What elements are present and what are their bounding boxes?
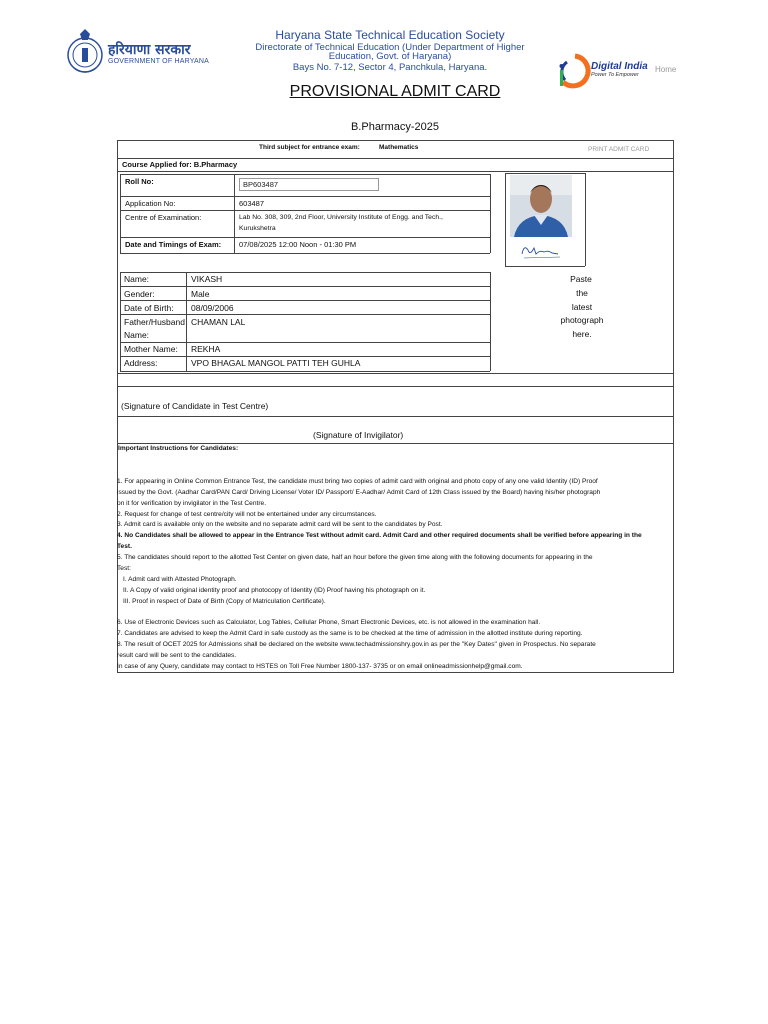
instruction-item: III. Proof in respect of Date of Birth (Copy of Matriculation Certificate).	[123, 598, 326, 605]
application-label: Application No:	[125, 199, 176, 208]
paste-photo-line3: latest	[571, 302, 593, 312]
roll-label: Roll No:	[125, 177, 154, 186]
paste-photo-line5: here.	[572, 329, 592, 339]
photo-box-border	[505, 266, 585, 267]
mother-label: Mother Name:	[124, 344, 178, 354]
page-title: PROVISIONAL ADMIT CARD	[289, 83, 501, 100]
mother-value: REKHA	[191, 344, 221, 354]
candidate-signature-label: (Signature of Candidate in Test Centre)	[121, 401, 269, 411]
table-border	[120, 174, 490, 175]
instruction-item: 8. The result of OCET 2025 for Admissions shall be declared on the website www.techadmissionshry.gov.in as per the "Key Dates" given in Prospectus. No separate	[117, 641, 596, 648]
table-border	[490, 174, 491, 253]
instruction-item: 3. Admit card is available only on the website and no separate admit card will be sent to the candidates by Post.	[117, 521, 443, 528]
centre-label: Centre of Examination:	[125, 213, 202, 222]
table-border	[490, 272, 491, 371]
father-label-line2: Name:	[124, 330, 150, 340]
table-border	[120, 253, 490, 254]
divider	[117, 443, 674, 444]
divider	[117, 171, 674, 172]
table-border	[120, 371, 490, 372]
exam-name: B.Pharmacy-2025	[350, 121, 440, 133]
name-value: VIKASH	[191, 274, 223, 284]
dob-value: 08/09/2006	[191, 303, 234, 313]
dob-label: Date of Birth:	[124, 303, 174, 313]
table-border	[234, 174, 235, 253]
application-value: 603487	[239, 199, 265, 208]
table-border	[120, 174, 121, 253]
table-border	[120, 272, 121, 371]
paste-photo-line1: Paste	[570, 274, 592, 284]
candidate-photo	[510, 175, 572, 237]
invigilator-signature-label: (Signature of Invigilator)	[313, 430, 404, 440]
address-value: VPO BHAGAL MANGOL PATTI TEH GUHLA	[191, 358, 361, 368]
instruction-item: on it for verification by invigilator in the Test Centre.	[117, 500, 267, 507]
table-border	[120, 314, 490, 315]
digital-india-logo-icon	[557, 52, 593, 92]
instructions-heading: Important Instructions for Candidates:	[118, 445, 239, 452]
divider	[117, 416, 674, 417]
instruction-item: 7. Candidates are advised to keep the Admit Card in safe custody as the same is to be checked at the time of admission in the allotted institute during reporting.	[117, 630, 583, 637]
instruction-item: II. A Copy of valid original identity proof and photocopy of Identity (ID) Proof having his photograph on it.	[123, 587, 426, 594]
gender-label: Gender:	[124, 289, 155, 299]
instruction-item: 4. No Candidates shall be allowed to appear in the Entrance Test without admit card. Admit Card and other required documents shall be verified before appearing in the	[117, 532, 642, 539]
address-label: Address:	[124, 358, 158, 368]
third-subject-label: Third subject for entrance exam:	[259, 144, 360, 151]
table-border	[120, 237, 490, 238]
roll-number-field: BP603487	[239, 178, 379, 191]
instruction-item: 5. The candidates should report to the allotted Test Center on given date, half an hour before the given time along with the following documents for appearing in the	[117, 554, 593, 561]
paste-photo-line2: the	[576, 288, 588, 298]
table-border	[120, 272, 490, 273]
datetime-value: 07/08/2025 12:00 Noon - 01:30 PM	[239, 240, 357, 249]
photo-box-border	[585, 173, 586, 266]
table-border	[120, 356, 490, 357]
photo-box-border	[505, 173, 585, 174]
instruction-item: 2. Request for change of test centre/city will not be entertained under any circumstances.	[117, 511, 377, 518]
directorate-name: Directorate of Technical Education (Under Department of Higher Education, Govt. of Haryana)	[255, 42, 525, 62]
govt-english-label: GOVERNMENT OF HARYANA	[108, 58, 210, 65]
course-applied: Course Applied for: B.Pharmacy	[122, 160, 238, 169]
society-address: Bays No. 7-12, Sector 4, Panchkula, Haryana.	[292, 62, 488, 73]
table-border	[120, 342, 490, 343]
govt-hindi-label: हरियाणा सरकार	[108, 42, 191, 58]
instruction-item: Test.	[117, 543, 132, 550]
divider	[117, 158, 674, 159]
candidate-signature	[512, 238, 572, 264]
centre-value-line2: Kurukshetra	[239, 225, 276, 232]
father-label-line1: Father/Husband	[124, 317, 185, 327]
instruction-item: 1. For appearing in Online Common Entrance Test, the candidate must bring two copies of admit card with original and photo copy of any one valid Identity (ID) Proof	[117, 478, 598, 485]
instruction-item: In case of any Query, candidate may contact to HSTES on Toll Free Number 1800-137- 3735 or on email onlineadmissionhelp@gmail.com.	[117, 663, 523, 670]
home-link[interactable]: Home	[655, 65, 677, 74]
print-admit-card-button[interactable]: PRINT ADMIT CARD	[588, 146, 650, 153]
table-border	[120, 210, 490, 211]
divider	[117, 373, 674, 374]
instruction-item: issued by the Govt. (Aadhar Card/PAN Card/ Driving License/ Voter ID/ Passport/ E-Aadhar/ Admit Card of 12th Class issued by the Board) having his/her photograph	[117, 489, 601, 496]
digital-india-text: Digital India	[591, 61, 648, 72]
divider	[117, 386, 674, 387]
photo-box-border	[505, 173, 506, 266]
table-border	[120, 196, 490, 197]
father-value: CHAMAN LAL	[191, 317, 246, 327]
instruction-item: result card will be sent to the candidates.	[117, 652, 237, 659]
society-name: Haryana State Technical Education Society	[275, 28, 505, 42]
name-label: Name:	[124, 274, 150, 284]
paste-photo-line4: photograph	[560, 315, 604, 325]
table-border	[120, 300, 490, 301]
third-subject-value: Mathematics	[379, 144, 419, 151]
centre-value-line1: Lab No. 308, 309, 2nd Floor, University Institute of Engg. and Tech.,	[239, 214, 443, 221]
instruction-item: Test:	[117, 565, 131, 572]
gender-value: Male	[191, 289, 210, 299]
instruction-item: 6. Use of Electronic Devices such as Calculator, Log Tables, Cellular Phone, Smart Electronic Devices, etc. is not allowed in the examination hall.	[117, 619, 541, 626]
haryana-emblem-icon	[66, 28, 104, 78]
table-border	[186, 272, 187, 371]
table-border	[120, 286, 490, 287]
digital-india-tagline: Power To Empower	[591, 72, 639, 78]
datetime-label: Date and Timings of Exam:	[125, 240, 222, 249]
instruction-item: I. Admit card with Attested Photograph.	[123, 576, 237, 583]
